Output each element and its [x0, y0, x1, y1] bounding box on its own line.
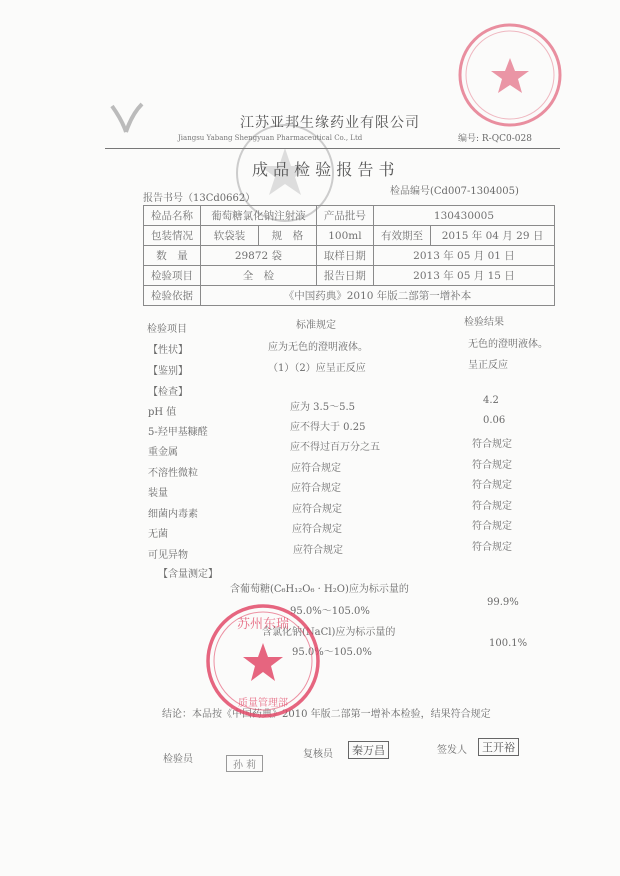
test-item-standard: 应符合规定: [292, 524, 342, 535]
table-row: [144, 286, 555, 306]
test-item-name: 重金属: [148, 447, 178, 458]
cell: 检验项目: [144, 266, 201, 286]
table-row: [144, 206, 555, 226]
test-item-result: 符合规定: [472, 439, 512, 450]
issuer-label: 签发人: [437, 745, 467, 756]
test-item-standard: 应符合规定: [293, 545, 343, 556]
test-item-standard: 应为无色的澄明液体。: [268, 342, 368, 353]
doc-code: 编号: R-QC0-028: [458, 134, 532, 144]
test-item-result: 符合规定: [472, 501, 512, 512]
test-item-name: 5-羟甲基糠醛: [148, 427, 208, 438]
company-name-en: Jiangsu Yabang Shengyuan Pharmaceutical Co., Ltd: [178, 134, 363, 142]
svg-text:质量管理部: 质量管理部: [238, 698, 288, 709]
nacl-range: 95.0%～105.0%: [292, 647, 372, 658]
cell: 报告日期: [316, 266, 373, 286]
bottom-red-stamp: [200, 598, 330, 728]
reviewer-label: 复核员: [303, 749, 333, 760]
glucose-standard: 含葡萄糖(C₆H₁₂O₆ · H₂O)应为标示量的: [230, 584, 409, 595]
test-item-result: 呈正反应: [468, 360, 508, 371]
test-item-name: pH 值: [148, 407, 177, 418]
product-info-table: [143, 205, 555, 306]
cell: 数 量: [144, 246, 201, 266]
col-header-result: 检验结果: [464, 317, 504, 328]
company-logo: [108, 100, 148, 140]
cell: 取样日期: [316, 246, 373, 266]
test-item-standard: 应不得过百万分之五: [290, 442, 380, 453]
cell: 包装情况: [144, 226, 201, 246]
assay-label: 【含量测定】: [158, 569, 218, 580]
test-item-name: 可见异物: [148, 550, 188, 561]
test-item-result: 符合规定: [472, 542, 512, 553]
sample-number: 检品编号(Cd007-1304005): [390, 186, 519, 197]
cell: 检验依据: [144, 286, 201, 306]
test-item-standard: 应符合规定: [291, 483, 341, 494]
test-item-name: 【性状】: [148, 345, 188, 356]
cell: 29872 袋: [201, 246, 317, 266]
report-number: 报告书号（13Cd0662）: [143, 193, 256, 204]
nacl-standard: 含氯化钠(NaCl)应为标示量的: [262, 627, 396, 638]
inspector-label: 检验员: [163, 754, 193, 765]
test-item-name: 细菌内毒素: [148, 509, 198, 520]
test-item-standard: 应符合规定: [291, 463, 341, 474]
cell: 2013 年 05 月 15 日: [373, 266, 554, 286]
test-item-result: 符合规定: [472, 521, 512, 532]
company-name-cn: 江苏亚邦生缘药业有限公司: [240, 115, 420, 131]
cell: 规 格: [258, 226, 316, 246]
cell: 产品批号: [316, 206, 373, 226]
glucose-result: 99.9%: [487, 597, 519, 608]
test-item-result: 0.06: [483, 415, 506, 426]
glucose-range: 95.0%～105.0%: [290, 606, 370, 617]
conclusion: 结论：本品按《中国药典》2010 年版二部第一增补本检验，结果符合规定: [162, 709, 491, 720]
test-item-name: 装量: [148, 488, 168, 499]
issuer-signature: 王开裕: [478, 738, 519, 756]
test-item-standard: 应不得大于 0.25: [290, 422, 366, 433]
cell: 130430005: [373, 206, 554, 226]
test-item-name: 【鉴别】: [148, 366, 188, 377]
test-item-standard: （1）（2）应呈正反应: [268, 363, 366, 374]
cell: 《中国药典》2010 年版二部第一增补本: [201, 286, 555, 306]
reviewer-signature: 秦万昌: [348, 741, 389, 759]
test-item-standard: 应符合规定: [292, 504, 342, 515]
col-header-standard: 标准规定: [296, 320, 336, 331]
test-item-result: 4.2: [483, 395, 499, 406]
cell: 100ml: [316, 226, 373, 246]
test-item-name: 【检查】: [148, 387, 188, 398]
cell: 检品名称: [144, 206, 201, 226]
top-right-red-stamp: [450, 18, 620, 133]
col-header-item: 检验项目: [147, 324, 187, 335]
cell: 全 检: [201, 266, 317, 286]
test-item-result: 符合规定: [472, 480, 512, 491]
test-item-result: 无色的澄明液体。: [468, 339, 548, 350]
svg-text:苏州东瑞: 苏州东瑞: [236, 617, 290, 632]
cell: 有效期至: [373, 226, 430, 246]
header-rule: [105, 148, 560, 149]
cell: 软袋装: [201, 226, 259, 246]
cell: 2013 年 05 月 01 日: [373, 246, 554, 266]
cell: 葡萄糖氯化钠注射液: [201, 206, 317, 226]
test-item-name: 无菌: [148, 529, 168, 540]
test-item-name: 不溶性微粒: [148, 468, 198, 479]
table-row: [144, 226, 555, 246]
inspector-signature: 孙 莉: [226, 755, 263, 772]
table-row: [144, 266, 555, 286]
test-item-standard: 应为 3.5～5.5: [290, 402, 355, 413]
test-item-result: 符合规定: [472, 460, 512, 471]
report-title: 成 品 检 验 报 告 书: [252, 160, 395, 179]
table-row: [144, 246, 555, 266]
cell: 2015 年 04 月 29 日: [431, 226, 555, 246]
nacl-result: 100.1%: [489, 638, 528, 649]
